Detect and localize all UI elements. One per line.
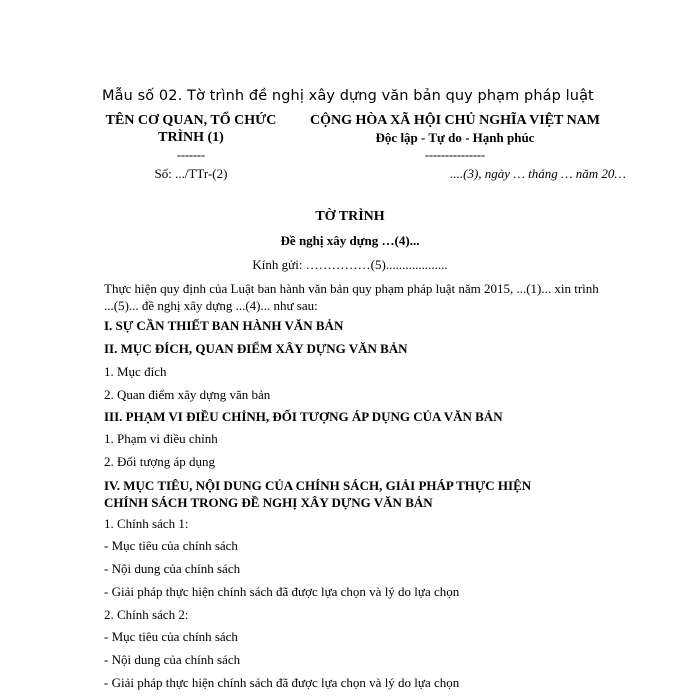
policy-item: - Nội dung của chính sách bbox=[104, 652, 241, 667]
intro-paragraph: Thực hiện quy định của Luật ban hành văn bản quy phạm pháp luật năm 2015, ...(1)... xin trình ...(5)... đề nghị xây dựng ...(4)... như sau: bbox=[104, 281, 599, 313]
organization-header bbox=[100, 112, 282, 162]
document-subject: Đề nghị xây dựng …(4)... bbox=[280, 233, 420, 248]
recipient-line: Kính gửi: ……………(5)................... bbox=[252, 257, 448, 272]
policy-item: - Giải pháp thực hiện chính sách đã được lựa chọn và lý do lựa chọn bbox=[104, 675, 460, 690]
section-item: 1. Mục đích bbox=[104, 364, 167, 379]
document-number: Số: .../TTr-(2) bbox=[154, 166, 228, 181]
section-heading-2: II. MỤC ĐÍCH, QUAN ĐIỂM XÂY DỰNG VĂN BẢN bbox=[104, 341, 408, 356]
form-title: Mẫu số 02. Tờ trình đề nghị xây dựng văn bản quy phạm pháp luật bbox=[102, 88, 594, 104]
national-motto: Độc lập - Tự do - Hạnh phúc bbox=[375, 130, 535, 145]
policy-item: - Mục tiêu của chính sách bbox=[104, 538, 238, 553]
document-title: TỜ TRÌNH bbox=[315, 209, 385, 224]
policy-item: - Mục tiêu của chính sách bbox=[104, 629, 238, 644]
organization-name: TÊN CƠ QUAN, TỔ CHỨC bbox=[105, 113, 277, 128]
motto-divider: --------------- bbox=[425, 148, 485, 162]
document-date: ....(3), ngày … tháng … năm 20… bbox=[450, 166, 626, 181]
section-item: 2. Đối tượng áp dụng bbox=[104, 454, 216, 469]
section-heading-4: IV. MỤC TIÊU, NỘI DUNG CỦA CHÍNH SÁCH, GIẢI PHÁP THỰC HIỆN CHÍNH SÁCH TRONG ĐỀ NGHỊ XÂY DỰNG VĂN BẢN bbox=[104, 478, 532, 510]
organization-name-line2: TRÌNH (1) bbox=[158, 130, 224, 145]
section-item: 2. Quan điểm xây dựng văn bản bbox=[104, 387, 271, 402]
section-heading-3: III. PHẠM VI ĐIỀU CHỈNH, ĐỐI TƯỢNG ÁP DỤNG CỦA VĂN BẢN bbox=[104, 409, 503, 424]
section-heading-1: I. SỰ CẦN THIẾT BAN HÀNH VĂN BẢN bbox=[104, 318, 344, 333]
policy-item: - Giải pháp thực hiện chính sách đã được lựa chọn và lý do lựa chọn bbox=[104, 584, 460, 599]
policy-item: - Nội dung của chính sách bbox=[104, 561, 241, 576]
country-name: CỘNG HÒA XÃ HỘI CHỦ NGHĨA VIỆT NAM bbox=[309, 113, 600, 128]
national-header bbox=[290, 112, 620, 162]
policy-heading: 2. Chính sách 2: bbox=[104, 607, 189, 622]
section-item: 1. Phạm vi điều chỉnh bbox=[104, 431, 218, 446]
policy-heading: 1. Chính sách 1: bbox=[104, 516, 189, 531]
organization-divider: ------- bbox=[177, 148, 205, 162]
